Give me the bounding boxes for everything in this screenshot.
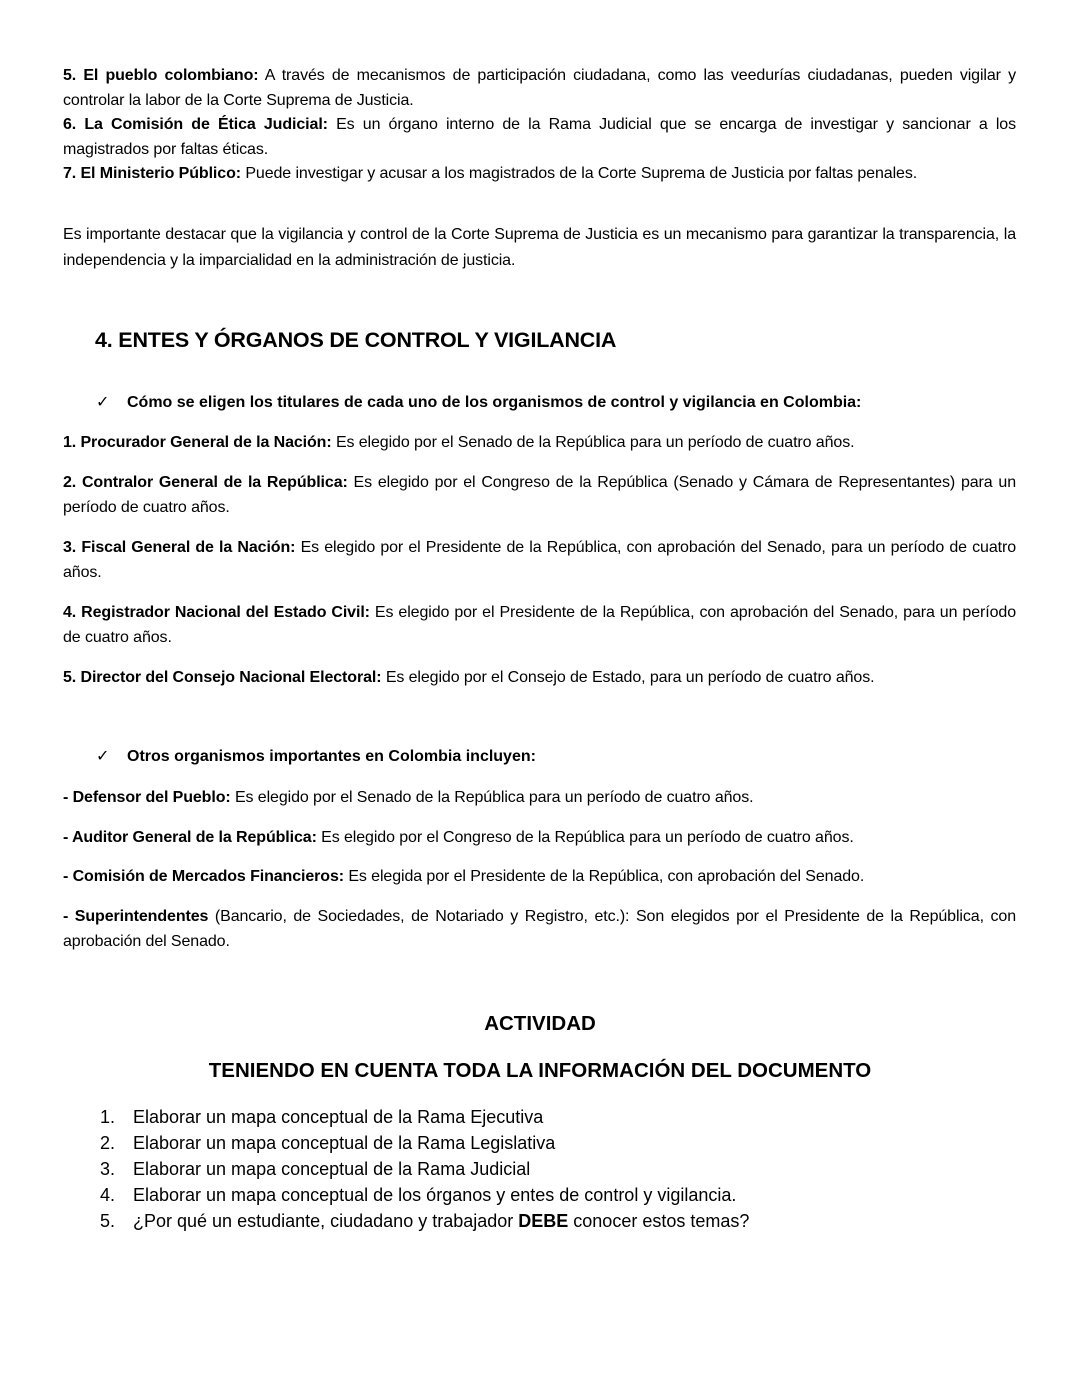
control-item-5: [63, 666, 1016, 691]
subheading-text: Cómo se eligen los titulares de cada uno de los organismos de control y vigilancia en Colombia:: [127, 394, 862, 411]
activity-item: [100, 1104, 749, 1130]
item-text: Es elegido por el Senado de la República para un período de cuatro años.: [331, 434, 855, 451]
item-label: - Superintendentes: [63, 908, 209, 925]
item-label: - Comisión de Mercados Financieros:: [63, 868, 345, 885]
item-label: 1. Procurador General de la Nación:: [63, 434, 332, 451]
control-item-2: [63, 471, 1016, 520]
item-label: 2. Contralor General de la República:: [63, 474, 348, 491]
item-text: Elaborar un mapa conceptual de los órganos y entes de control y vigilancia.: [133, 1185, 737, 1205]
item-text: Elaborar un mapa conceptual de la Rama Ejecutiva: [133, 1107, 544, 1127]
activity-item: [100, 1156, 749, 1182]
top-items: [63, 64, 1016, 187]
activity-item: [100, 1130, 749, 1156]
item-text: Es elegida por el Presidente de la República, con aprobación del Senado.: [344, 868, 865, 885]
item-text: Puede investigar y acusar a los magistrados de la Corte Suprema de Justicia por faltas penales.: [240, 165, 918, 182]
control-item-3: [63, 536, 1016, 585]
item-text: conocer estos temas?: [568, 1211, 750, 1231]
item-number: 4.: [100, 1185, 116, 1205]
item-text: Es elegido por el Consejo de Estado, para un período de cuatro años.: [381, 669, 875, 686]
item-number: 3.: [100, 1159, 116, 1179]
activity-item: [100, 1182, 749, 1208]
checkmark-icon: ✓: [96, 394, 110, 411]
item-text: (Bancario, de Sociedades, de Notariado y Registro, etc.): Son elegidos por el Presidente de la República, con aprobación del Senado.: [63, 908, 1016, 950]
item-label: - Defensor del Pueblo:: [63, 789, 231, 806]
item-text: Es elegido por el Presidente de la República, con aprobación del Senado, para un período de cuatro años.: [63, 539, 1016, 581]
item-label: 3. Fiscal General de la Nación:: [63, 539, 296, 556]
item-text: Es un órgano interno de la Rama Judicial que se encarga de investigar y sancionar a los magistrados por faltas éticas.: [63, 116, 1017, 158]
item-label: 4. Registrador Nacional del Estado Civil:: [63, 604, 370, 621]
item-text: ¿Por qué un estudiante, ciudadano y trabajador: [133, 1211, 519, 1231]
item-pueblo: [63, 64, 1016, 113]
checkmark-icon: ✓: [96, 748, 110, 765]
item-number: 2.: [100, 1133, 116, 1153]
item-text: Es elegido por el Congreso de la República para un período de cuatro años.: [316, 829, 854, 846]
activity-list: [100, 1104, 749, 1234]
item-text: Elaborar un mapa conceptual de la Rama Judicial: [133, 1159, 531, 1179]
item-text: Elaborar un mapa conceptual de la Rama Legislativa: [133, 1133, 556, 1153]
item-label: - Auditor General de la República:: [63, 829, 317, 846]
item-label: 7. El Ministerio Público:: [63, 165, 241, 182]
item-text: Es elegido por el Congreso de la República (Senado y Cámara de Representantes) para un período de cuatro años.: [63, 474, 1016, 516]
section-heading: 4. ENTES Y ÓRGANOS DE CONTROL Y VIGILANCIA: [95, 328, 617, 352]
item-number: 1.: [100, 1107, 116, 1127]
important-paragraph: Es importante destacar que la vigilancia y control de la Corte Suprema de Justicia es un mecanismo para garantizar la transparencia, la independencia y la imparcialidad en la administración de justicia.: [63, 226, 1016, 269]
item-label: 6. La Comisión de Ética Judicial:: [63, 116, 328, 133]
subheading-text: Otros organismos importantes en Colombia incluyen:: [127, 748, 536, 765]
other-item-2: [63, 826, 1016, 851]
item-text: Es elegido por el Presidente de la República, con aprobación del Senado, para un período de cuatro años.: [63, 604, 1016, 646]
item-number: 5.: [100, 1211, 116, 1231]
item-comision-etica: [63, 113, 1016, 162]
activity-title: ACTIVIDAD: [484, 1012, 596, 1035]
item-text: Es elegido por el Senado de la República para un período de cuatro años.: [230, 789, 754, 806]
activity-item: [100, 1208, 749, 1234]
other-item-1: [63, 786, 1016, 811]
item-label: 5. Director del Consejo Nacional Electoral:: [63, 669, 382, 686]
item-label: 5. El pueblo colombiano:: [63, 67, 259, 84]
item-ministerio: [63, 162, 1016, 187]
item-text: A través de mecanismos de participación ciudadana, como las veedurías ciudadanas, pueden vigilar y controlar la labor de la Corte Suprema de Justicia.: [63, 67, 1017, 109]
control-item-1: [63, 431, 1016, 456]
other-item-3: [63, 865, 1016, 890]
activity-subtitle: TENIENDO EN CUENTA TODA LA INFORMACIÓN DEL DOCUMENTO: [208, 1059, 872, 1082]
subheading-2: [96, 746, 536, 766]
other-item-4: [63, 905, 1016, 954]
control-item-4: [63, 601, 1016, 650]
item-emphasis: DEBE: [518, 1211, 569, 1231]
subheading-1: [96, 392, 861, 412]
